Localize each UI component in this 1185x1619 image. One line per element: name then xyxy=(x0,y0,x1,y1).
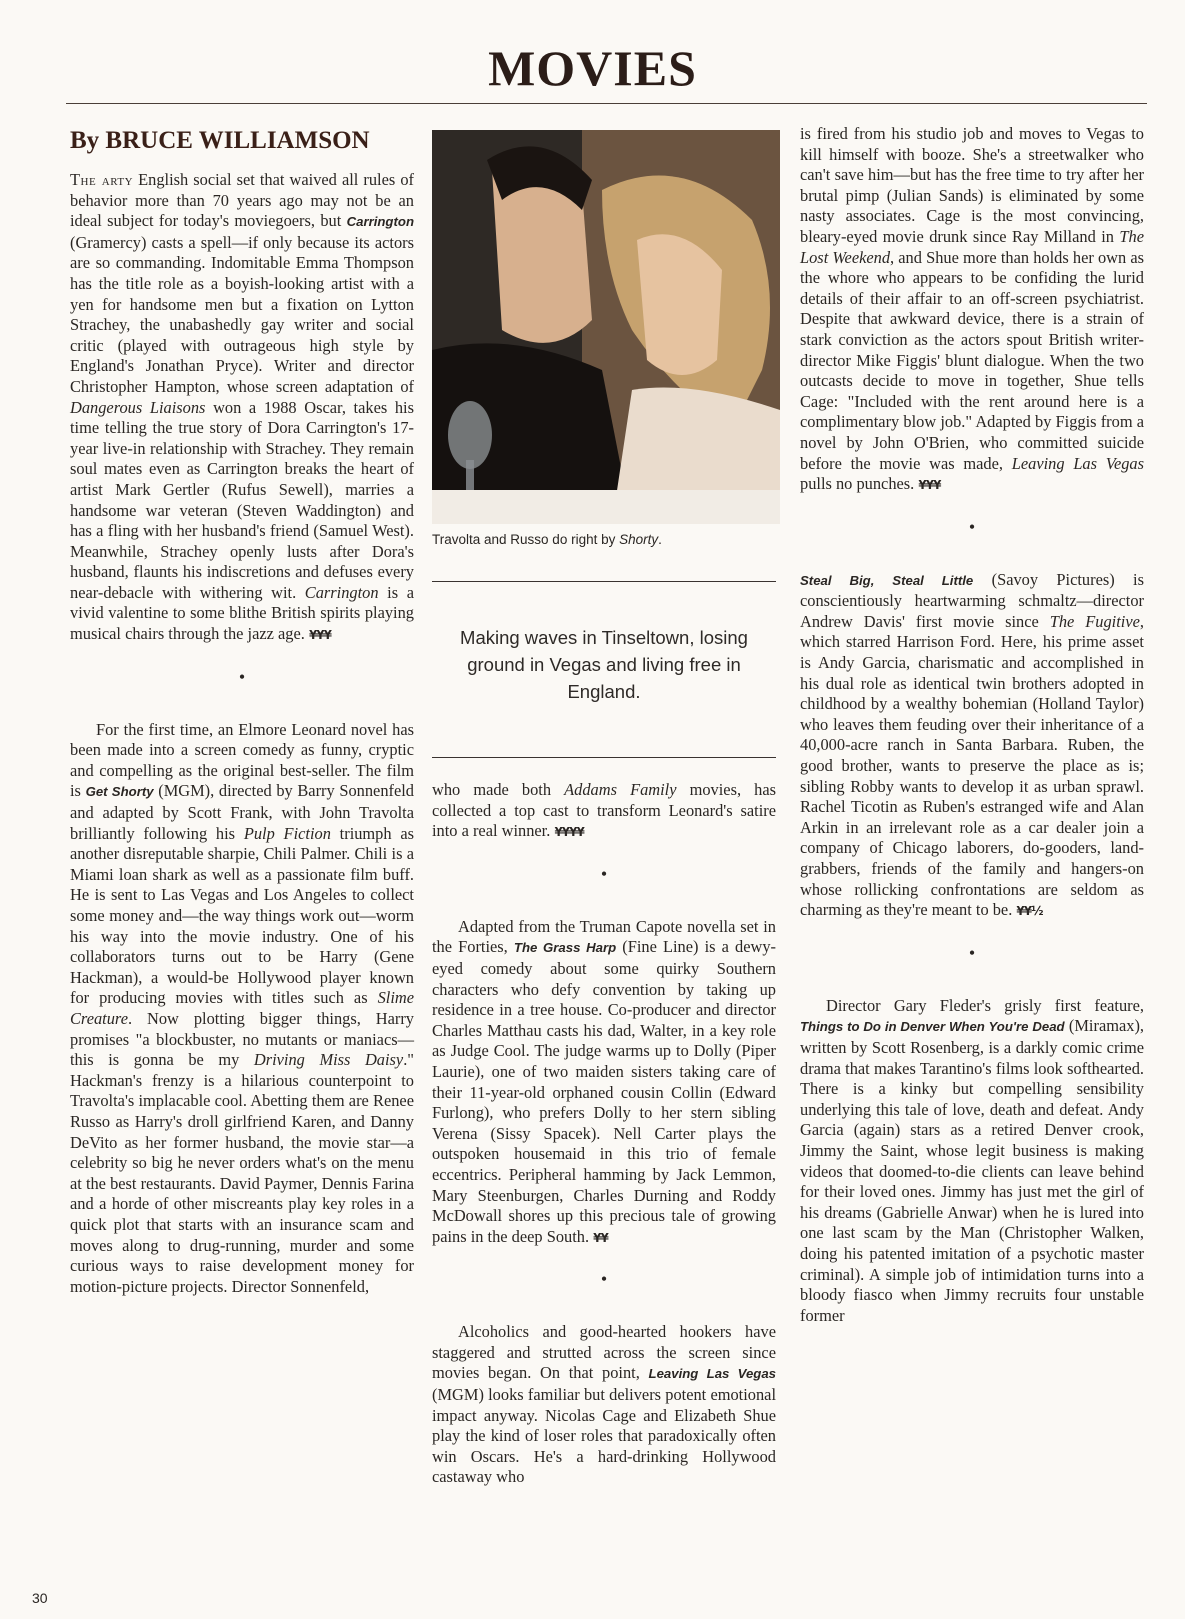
rating-icon: ¥¥ xyxy=(593,1230,608,1245)
review-get-shorty-continued: who made both Addams Family movies, has collected a top cast to transform Leonard's satire into a real winner. ¥¥¥¥ xyxy=(432,780,776,841)
byline: By BRUCE WILLIAMSON xyxy=(70,127,370,154)
film-title: The Fugitive xyxy=(1049,611,1140,631)
film-title: Carrington xyxy=(304,582,379,602)
review-steal-big: Steal Big, Steal Little (Savoy Pictures) is conscientiously heartwarming schmaltz—director Andrew Davis' first movie since The Fugitive, which starred Harrison Ford. Here, his prime asset is Andy Garcia, charismatic and accomplished in his dual role as identical twin brothers adopted in childhood by a wealthy bohemian (Holland Taylor) who leaves them feuding over their inheritance of a 40,000-acre ranch in Santa Barbara. Ruben, the good brother, wants to preserve the place as is; sibling Robby wants to develop it as urban sprawl. Rachel Ticotin as Ruben's estranged wife and Alan Arkin in an irrelevant role as a car dealer join a company of Chicago laborers, do-gooders, land-grabbers, friends of the family and hangers-on whose rollicking confrontations are seldom as charming as they're meant to be. ¥¥½ xyxy=(800,569,1144,920)
film-title: Leaving Las Vegas xyxy=(1011,453,1145,473)
pullquote: Making waves in Tinseltown, losing ground in Vegas and living free in England. xyxy=(460,627,748,702)
film-title: The Lost Weekend xyxy=(800,226,1144,267)
film-title: Addams Family xyxy=(564,780,677,799)
film-title: Pulp Fiction xyxy=(243,823,331,843)
film-title: Leaving Las Vegas xyxy=(648,1366,776,1382)
pullquote-rule-top xyxy=(432,581,776,582)
section-bullet: • xyxy=(600,1269,608,1290)
review-carrington: The arty English social set that waived all rules of behavior more than 70 years ago may not be an ideal subject for today's moviegoers, but Carrington (Gramercy) casts a spell—if only because its actors are so commanding. Indomitable Emma Thompson has the title role as a boyish-looking artist with a yen for handsome men but a fixation on Lytton Strachey, the unabashedly gay writer and social critic (played with outrageous high style by England's Jonathan Pryce). Writer and director Christopher Hampton, whose screen adaptation of Dangerous Liaisons won a 1988 Oscar, takes his time telling the true story of Dora Carrington's 17-year live-in relationship with Strachey. They remain soul mates even as Carrington breaks the heart of artist Mark Gertler (Rufus Sewell), marries a handsome war veteran (Steven Waddington) and has a fling with her husband's friend (Samuel West). Meanwhile, Strachey openly lusts after Dora's husband, flaunts his indiscretions and defuses every near-debacle with withering wit. Carrington is a vivid valentine to some blithe British spirits playing musical chairs through the jazz age. ¥¥¥ xyxy=(70,170,414,644)
movie-still-photo xyxy=(432,130,780,524)
section-bullet: • xyxy=(968,942,976,963)
film-title: Dangerous Liaisons xyxy=(70,397,206,417)
rating-icon: ¥¥¥¥ xyxy=(554,825,584,840)
lead-in: The arty xyxy=(70,170,134,189)
review-things-to-do-in-denver: Director Gary Fleder's grisly first feature, Things to Do in Denver When You're Dead (Miramax), written by Scott Rosenberg, is a darkly comic crime drama that makes Tarantino's films look softhearted. There is a kinky but compelling sensibility underlying this tale of love, death and defeat. Andy Garcia (again) stars as a retired Denver crook, Jimmy the Saint, whose legit business is making videos that doomed-to-die clients can leave behind for their loved ones. Jimmy has just met the girl of his dreams (Gabrielle Anwar) when he is lured into one last scam by the Man (Christopher Walken, doing his patented imitation of a psychotic master criminal). A simple job of intimidation turns into a bloody fiasco when Jimmy recruits four unstable former xyxy=(800,995,1144,1325)
header-rule xyxy=(66,103,1147,104)
rating-icon: ¥¥¥ xyxy=(308,628,331,643)
section-bullet: • xyxy=(968,516,976,537)
film-title: Slime Creature xyxy=(70,988,414,1028)
film-title: Get Shorty xyxy=(85,784,154,800)
film-title: Steal Big, Steal Little xyxy=(800,572,974,588)
column-1 xyxy=(70,120,414,1297)
column-3 xyxy=(800,124,1144,1326)
film-title: Carrington xyxy=(346,214,414,230)
rating-icon: ¥¥½ xyxy=(1016,904,1043,919)
review-leaving-las-vegas-continued: is fired from his studio job and moves to Vegas to kill himself with booze. She's a streetwalker who can't save him—but has the free time to try after her brutal pimp (Julian Sands) is eliminated by some nasty associates. Cage is the most convincing, bleary-eyed movie drunk since Ray Milland in The Lost Weekend, and Shue more than holds her own as the whore who appears to be confiding the lurid details of their affair to an off-screen psychiatrist. Despite that awkward device, there is a strain of stark conviction as the actors spout British writer-director Mike Figgis' blunt dialogue. When the two outcasts decide to move in together, Shue tells Cage: "Included with the rent around here is a complimentary blow job." Adapted by Figgis from a novel by John O'Brien, who committed suicide before the movie was made, Leaving Las Vegas pulls no punches. ¥¥¥ xyxy=(800,124,1145,494)
photo-illustration xyxy=(432,130,780,524)
film-title: The Grass Harp xyxy=(513,940,617,956)
section-bullet: • xyxy=(600,863,608,884)
section-bullet: • xyxy=(238,666,246,687)
column-2 xyxy=(432,124,776,1488)
page-title: MOVIES xyxy=(488,40,697,96)
photo-caption: Travolta and Russo do right by Shorty. xyxy=(432,532,662,547)
review-get-shorty: For the first time, an Elmore Leonard novel has been made into a screen comedy as funny, cryptic and compelling as the original best-seller. The film is Get Shorty (MGM), directed by Barry Sonnenfeld and adapted by Scott Frank, with John Travolta brilliantly following his Pulp Fiction triumph as another disreputable sharpie, Chili Palmer. Chili is a Miami loan shark as well as a passionate film buff. He is sent to Las Vegas and Los Angeles to collect some money and—the way things work out—worm his way into the movie industry. One of his collaborators turns out to be Harry (Gene Hackman), a would-be Hollywood player known for producing movies with titles such as Slime Creature. Now plotting bigger things, Harry promises "a blockbuster, no mutants or maniacs—this is gonna be my Driving Miss Daisy." Hackman's frenzy is a hilarious counterpoint to Travolta's implacable cool. Abetting them are Renee Russo as Harry's droll girlfriend Karen, and Danny DeVito as her former husband, the movie star—a celebrity so big he never orders what's on the menu at the best restaurants. David Paymer, Dennis Farina and a horde of other miscreants play key roles in a quick plot that starts with an insurance scam and moves along to drug-running, murder and some curious ways to raise development money for motion-picture projects. Director Sonnenfeld, xyxy=(70,719,415,1296)
review-grass-harp: Adapted from the Truman Capote novella set in the Forties, The Grass Harp (Fine Line) is a dewy-eyed comedy about some quirky Southern characters who defy convention by taking up residence in a tree house. Co-producer and director Charles Matthau casts his dad, Walter, in a key role as Judge Cool. The judge warms up to Dolly (Piper Laurie), one of two maiden sisters taking care of their 11-year-old orphaned cousin Collin (Edward Furlong), who prefers Dolly to her stern sibling Verena (Sissy Spacek). Nell Carter plays the outspoken housemaid in this trio of female eccentrics. Peripheral hamming by Jack Lemmon, Mary Steenburgen, Charles Durning and Roddy McDowall shores up this precious tale of growing pains in the deep South. ¥¥ xyxy=(432,916,776,1246)
film-title: Driving Miss Daisy xyxy=(253,1050,404,1070)
rating-icon: ¥¥¥ xyxy=(918,478,941,493)
review-leaving-las-vegas: Alcoholics and good-hearted hookers have staggered and strutted across the screen since movies began. On that point, Leaving Las Vegas (MGM) looks familiar but delivers potent emotional impact anyway. Nicolas Cage and Elizabeth Shue play the kind of loser roles that paradoxically often win Oscars. He's a hard-drinking Hollywood castaway who xyxy=(432,1322,776,1487)
page-number: 30 xyxy=(32,1590,48,1606)
film-title: Things to Do in Denver When You're Dead xyxy=(800,1019,1065,1035)
